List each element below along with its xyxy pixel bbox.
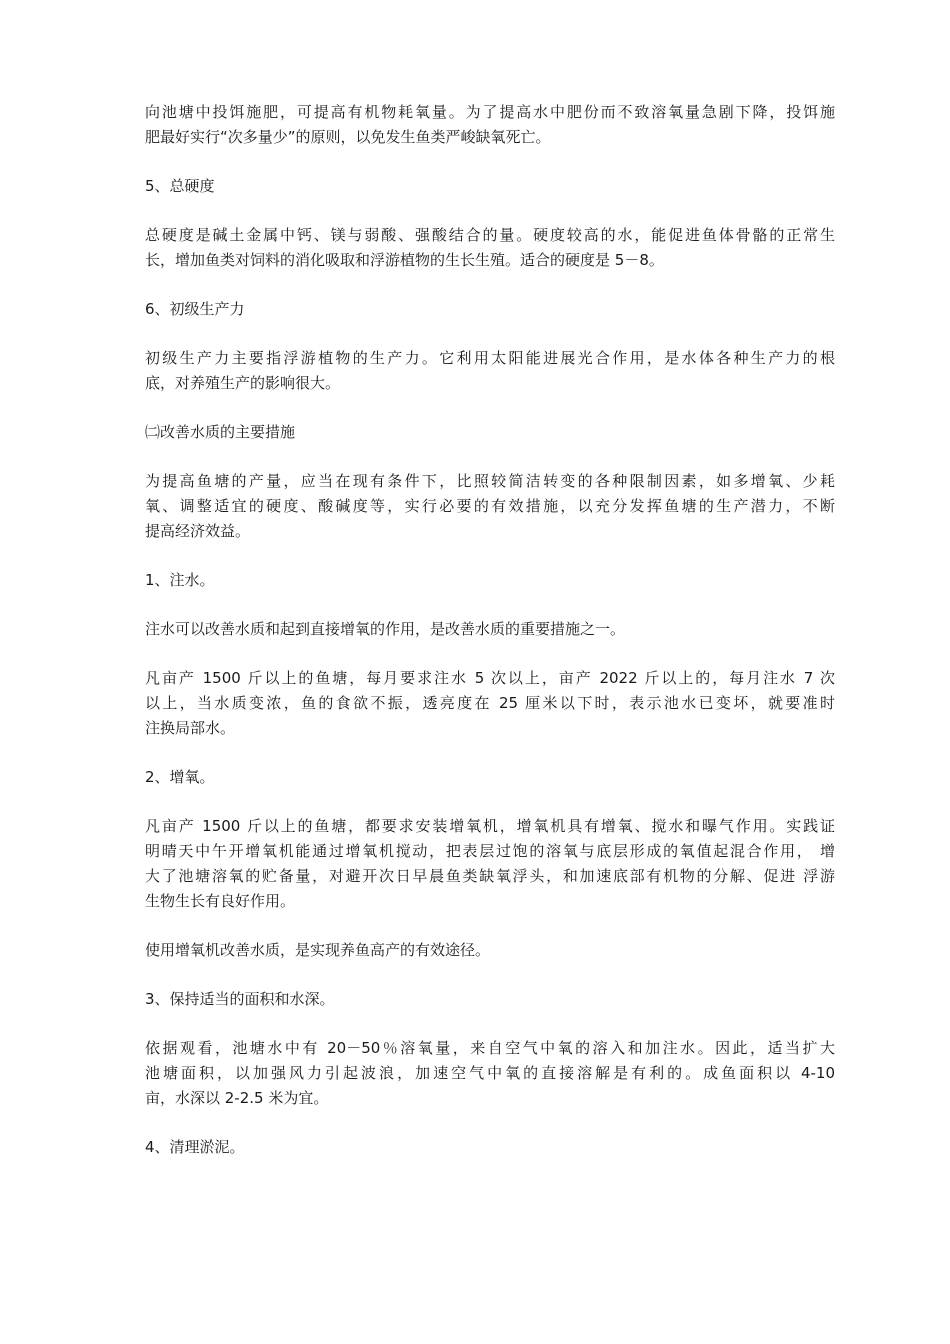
heading-total-hardness [145,174,835,199]
heading-primary-productivity [145,297,835,322]
paragraph-injection-frequency [145,666,835,741]
text-line: 氧、调整适宜的硬度、酸碱度等，实行必要的有效措施，以充分发挥鱼塘的生产潜力，不断 [145,497,835,515]
text-line: 提高经济效益。 [145,522,251,540]
text-line: 亩，水深以 2-2.5 米为宜。 [145,1089,329,1107]
text-line: 为提高鱼塘的产量，应当在现有条件下，比照较简洁转变的各种限制因素，如多增氧、少耗 [145,472,835,490]
heading-clear-silt [145,1135,835,1160]
text-line: 肥最好实行“次多量少”的原则，以免发生鱼类严峻缺氧死亡。 [145,128,551,146]
text-line: 注换局部水。 [145,719,236,737]
text-line: 底，对养殖生产的影响很大。 [145,374,341,392]
heading-text: 6、初级生产力 [145,300,245,318]
heading-water-injection [145,568,835,593]
text-line: 使用增氧机改善水质，是实现养鱼高产的有效途径。 [145,941,491,959]
heading-aeration [145,765,835,790]
text-line: 凡亩产 1500 斤以上的鱼塘，都要求安装增氧机，增氧机具有增氧、搅水和曝气作用。实践证 [145,817,835,835]
paragraph-feeding-fertilizing [145,100,835,150]
text-line: 总硬度是碱土金属中钙、镁与弱酸、强酸结合的量。硬度较高的水，能促进鱼体骨骼的正常生 [145,226,835,244]
text-line: 明晴天中午开增氧机能通过增氧机搅动，把表层过饱的溶氧与底层形成的氧值起混合作用， 增 [145,842,835,860]
text-line: 依据观看，池塘水中有 20－50％溶氧量，来自空气中氧的溶入和加注水。因此，适当扩大 [145,1039,835,1057]
paragraph-aeration [145,814,835,914]
paragraph-water-injection [145,617,835,642]
text-line: 注水可以改善水质和起到直接增氧的作用，是改善水质的重要措施之一。 [145,620,626,638]
paragraph-total-hardness [145,223,835,273]
heading-text: 1、注水。 [145,571,215,589]
paragraph-aerator-summary [145,938,835,963]
text-line: 生物生长有良好作用。 [145,892,296,910]
heading-text: 3、保持适当的面积和水深。 [145,990,335,1008]
paragraph-area-depth [145,1036,835,1111]
heading-text: 2、增氧。 [145,768,215,786]
text-line: 向池塘中投饵施肥，可提高有机物耗氧量。为了提高水中肥份而不致溶氧量急剧下降，投饵施 [145,103,835,121]
text-line: 以上，当水质变浓，鱼的食欲不振，透亮度在 25 厘米以下时，表示池水已变坏，就要准时 [145,694,835,712]
document-body [145,100,835,1184]
heading-area-depth [145,987,835,1012]
paragraph-primary-productivity [145,346,835,396]
heading-text: ㈡改善水质的主要措施 [145,423,296,441]
text-line: 大了池塘溶氧的贮备量，对避开次日早晨鱼类缺氧浮头，和加速底部有机物的分解、促进 浮游 [145,867,835,885]
text-line: 池塘面积，以加强风力引起波浪，加速空气中氧的直接溶解是有利的。成鱼面积以 4-10 [145,1064,835,1082]
text-line: 凡亩产 1500 斤以上的鱼塘，每月要求注水 5 次以上，亩产 2022 斤以上的，每月注水 7 次 [145,669,835,687]
text-line: 长，增加鱼类对饲料的消化吸取和浮游植物的生长生殖。适合的硬度是 5－8。 [145,251,664,269]
heading-text: 5、总硬度 [145,177,215,195]
text-line: 初级生产力主要指浮游植物的生产力。它利用太阳能进展光合作用，是水体各种生产力的根 [145,349,835,367]
heading-text: 4、清理淤泥。 [145,1138,245,1156]
paragraph-measures-intro [145,469,835,544]
heading-water-quality-measures [145,420,835,445]
